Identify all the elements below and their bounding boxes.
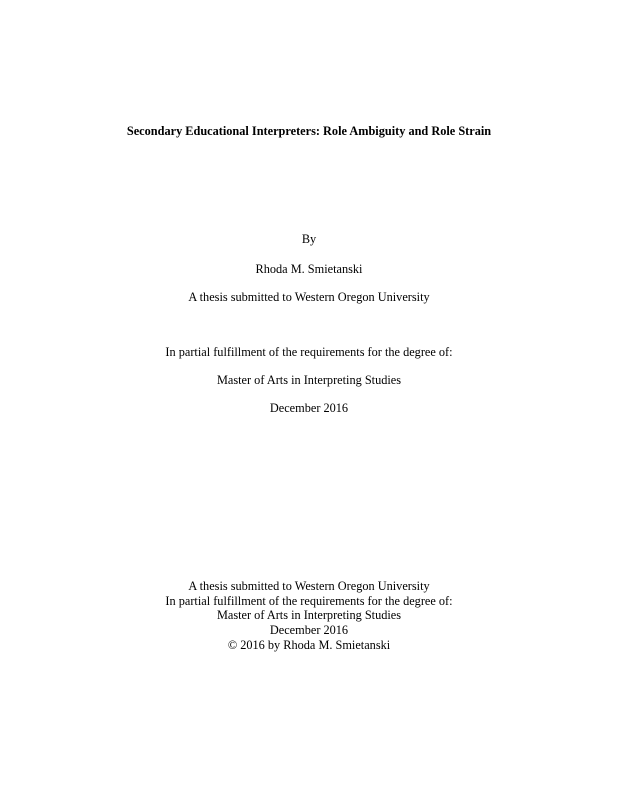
copyright-block <box>0 579 618 653</box>
copyright-notice: © 2016 by Rhoda M. Smietanski <box>227 637 391 652</box>
submitted-statement: A thesis submitted to Western Oregon University <box>188 290 430 304</box>
submission-date: December 2016 <box>269 401 349 415</box>
author-name: Rhoda M. Smietanski <box>255 262 363 276</box>
fulfillment-statement: In partial fulfillment of the requirements for the degree of: <box>165 345 453 359</box>
copyright-submitted: A thesis submitted to Western Oregon University <box>188 579 430 593</box>
thesis-title: Secondary Educational Interpreters: Role Ambiguity and Role Strain <box>126 124 492 138</box>
copyright-degree: Master of Arts in Interpreting Studies <box>216 608 402 623</box>
degree-name: Master of Arts in Interpreting Studies <box>216 373 402 387</box>
by-label: By <box>301 232 317 246</box>
copyright-fulfillment: In partial fulfillment of the requirements for the degree of: <box>165 593 453 608</box>
copyright-date: December 2016 <box>269 623 349 638</box>
